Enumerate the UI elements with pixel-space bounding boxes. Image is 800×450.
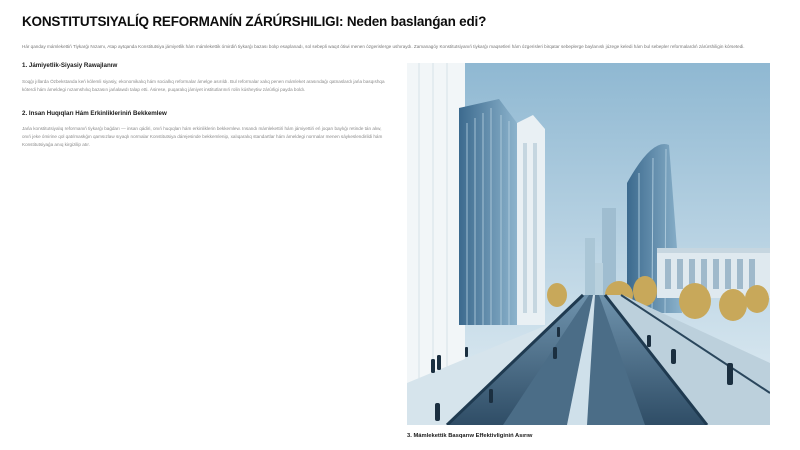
- page-title: KONSTITUTSIYALÍQ REFORMANÍN ZÁRÚRSHILIGI: Neden baslanǵan edi?: [22, 14, 487, 29]
- section-heading-2: 2. Insan Huqıqları Hám Erkinlikleriniń Bekkemlew: [22, 110, 167, 117]
- section-heading-3: 3. Mámlekettik Basqarıw Effektivliginiń Asırıw: [407, 433, 533, 439]
- city-illustration: [407, 63, 770, 425]
- intro-paragraph: Hár qanday mámlekettiń Tiykarǵı Nızamı, Atap aytqanda Konstitutsiya jámiyetlik hám mámlekettik ómirdiń tiykarǵı bazası bolıp esaplanadı, sol sebepli waqıt ótiwi menen ózgerislerge ushıraydı. Zamanagóy Konstitutsiyanıń tiykarǵı maqsetleri hám ózgerisleri birqatar sebeplerge baylanıslı júzege keledi hám bul sebepler reformalardıń zárúrshiligin kórsetedi.: [22, 44, 745, 49]
- section-heading-1: 1. Jámiyetlik-Siyasiy Rawajlanıw: [22, 62, 118, 69]
- section-paragraph-2: Jańa konstitutsiyalıq reformanıń tiykarǵı baǵdarı — insan qádiri, onıń huqıqları hám erkinliklerin bekkemlew. Insandı mámlekettiń hám jámiyettiń eń joqarı baylıǵı retinde tán alıw, onıń jeke ómirine qol qatılmasłıǵın qamsızlaw sıyaqlı normalar Konstitutsiya dárejesinde bekkemlenip, xalıqaralıq standartlar hám ámeldegi normalar menen sáykeslendirildi hám Konstitutsiyaǵa anıq kirgizilip atır.: [22, 126, 383, 147]
- section-paragraph-1: Soqǵı jıllarda Ózbekstanda keń kólemli siyasiy, ekonomikalıq hám sociallıq reformalar ámelge asırıldı. Bul reformalar xalıq penen mámleket arasındaǵı qatnaslardı jańa basqıshqa kóterdi hám ámeldegi nızamshılıq bazasın jańalawdı talap etti. Ásirese, puqaralıq jámiyet institutlarınıń rolin kúsheytiw zárúrligi payda boldı.: [22, 79, 385, 92]
